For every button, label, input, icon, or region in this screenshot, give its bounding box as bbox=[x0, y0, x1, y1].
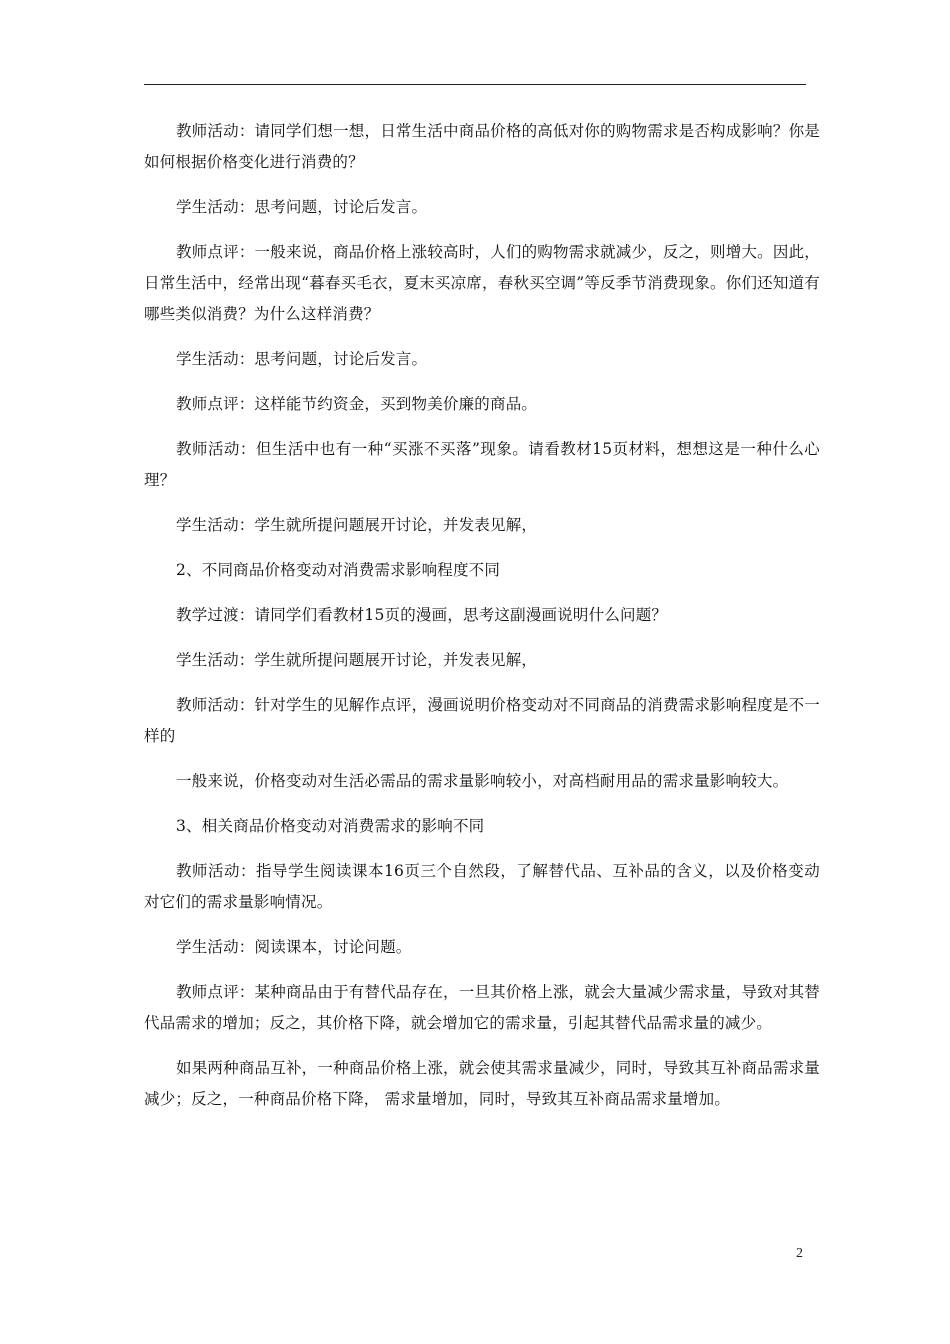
section-heading: 3、相关商品价格变动对消费需求的影响不同 bbox=[176, 817, 485, 835]
paragraph: 教师点评：一般来说，商品价格上涨较高时，人们的购物需求就减少，反之，则增大。因此，日常生活中，经常出现“暮春买毛衣，夏末买凉席，春秋买空调”等反季节消费现象。你们还知道有哪些类似消费？为什么这样消费？ bbox=[144, 243, 820, 323]
paragraph: 学生活动：思考问题，讨论后发言。 bbox=[176, 350, 428, 368]
paragraph: 学生活动：阅读课本，讨论问题。 bbox=[176, 938, 412, 956]
paragraph: 教师活动：请同学们想一想，日常生活中商品价格的高低对你的购物需求是否构成影响？你是如何根据价格变化进行消费的？ bbox=[144, 122, 820, 171]
paragraph: 学生活动：学生就所提问题展开讨论，并发表见解， bbox=[176, 516, 538, 534]
paragraph: 教师点评：某种商品由于有替代品存在，一旦其价格上涨，就会大量减少需求量，导致对其替代品需求的增加；反之，其价格下降，就会增加它的需求量，引起其替代品需求量的减少。 bbox=[144, 983, 820, 1032]
paragraph: 教师活动：指导学生阅读课本16页三个自然段，了解替代品、互补品的含义，以及价格变动对它们的需求量影响情况。 bbox=[144, 862, 820, 911]
paragraph: 学生活动：学生就所提问题展开讨论，并发表见解， bbox=[176, 651, 538, 669]
paragraph: 一般来说，价格变动对生活必需品的需求量影响较小，对高档耐用品的需求量影响较大。 bbox=[176, 772, 789, 790]
document-body bbox=[144, 116, 820, 1129]
section-heading: 2、不同商品价格变动对消费需求影响程度不同 bbox=[176, 561, 501, 579]
header-rule bbox=[144, 84, 806, 85]
paragraph: 学生活动：思考问题，讨论后发言。 bbox=[176, 198, 428, 216]
paragraph: 教师活动：但生活中也有一种“买涨不买落”现象。请看教材15页材料，想想这是一种什么心理？ bbox=[144, 440, 820, 489]
paragraph: 教学过渡：请同学们看教材15页的漫画，思考这副漫画说明什么问题？ bbox=[176, 606, 668, 624]
page-number: 2 bbox=[796, 1246, 803, 1261]
paragraph: 教师点评：这样能节约资金，买到物美价廉的商品。 bbox=[176, 395, 538, 413]
paragraph: 如果两种商品互补，一种商品价格上涨，就会使其需求量减少，同时，导致其互补商品需求量减少；反之，一种商品价格下降， 需求量增加，同时，导致其互补商品需求量增加。 bbox=[144, 1059, 820, 1108]
paragraph: 教师活动：针对学生的见解作点评，漫画说明价格变动对不同商品的消费需求影响程度是不一样的 bbox=[144, 696, 820, 745]
